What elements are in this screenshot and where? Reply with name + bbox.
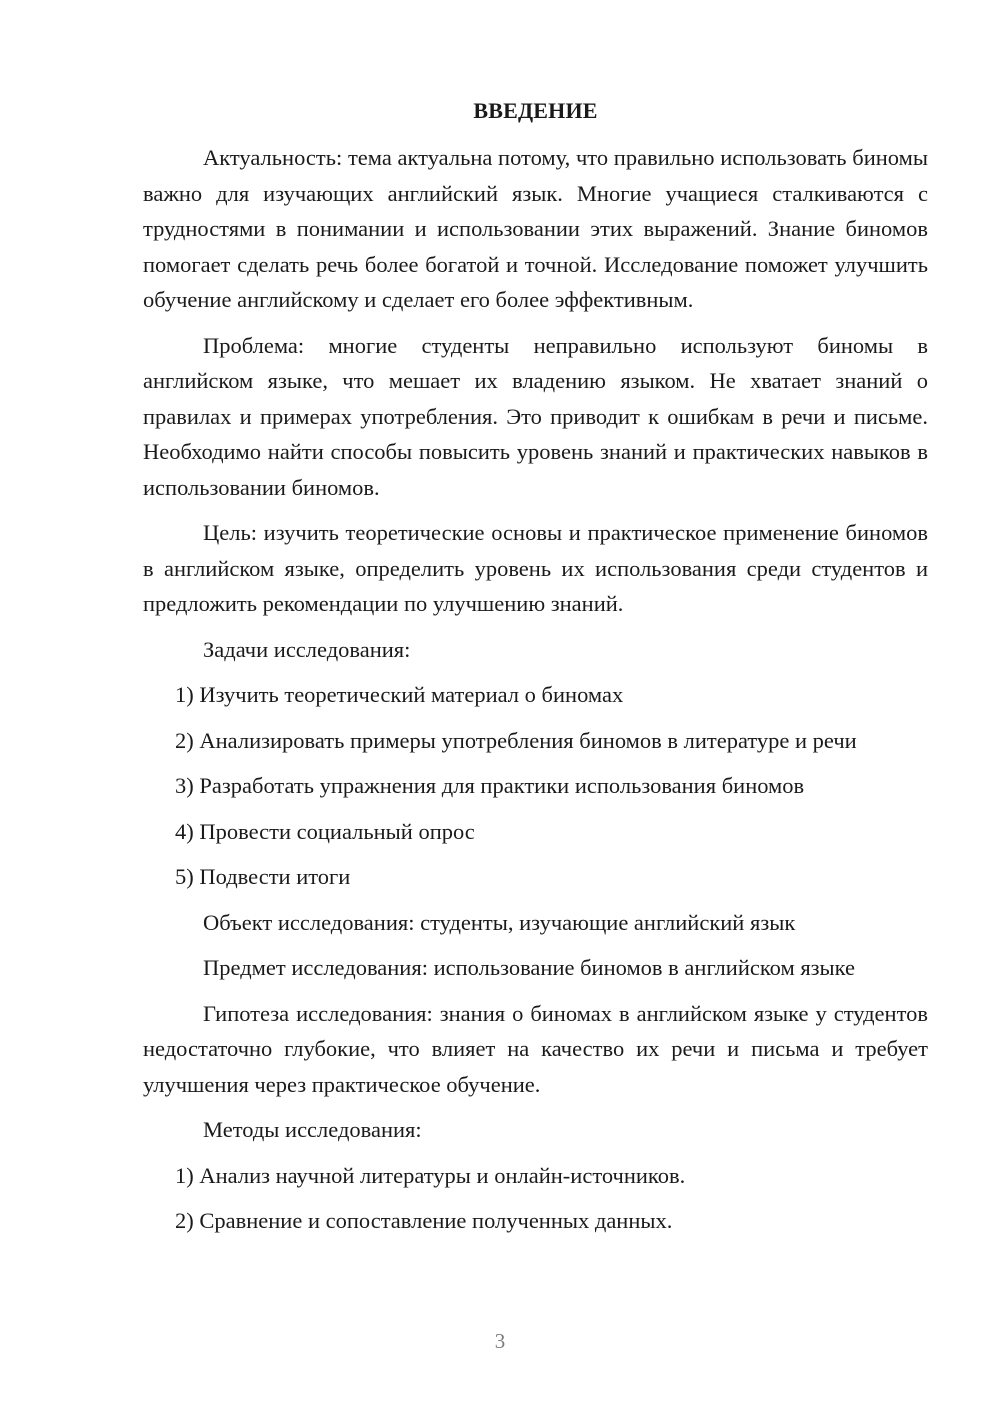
- page-number: 3: [494, 1329, 506, 1353]
- task-item: 3) Разработать упражнения для практики использования биномов: [175, 773, 805, 798]
- goal-paragraph: Цель: изучить теоретические основы и практическое применение биномов в английском языке, определить уровень их использования среди студентов и предложить рекомендации по улучшению знаний.: [143, 520, 928, 616]
- relevance-paragraph: Актуальность: тема актуальна потому, что правильно использовать биномы важно для изучающих английский язык. Многие учащиеся сталкиваются с трудностями в понимании и использовании этих выражений. Знание биномов помогает сделать речь более богатой и точной. Исследование поможет улучшить обучение английскому и сделает его более эффективным.: [143, 145, 928, 312]
- document-body: [143, 140, 928, 1239]
- problem-paragraph: Проблема: многие студенты неправильно используют биномы в английском языке, что мешает их владению языком. Не хватает знаний о правилах и примерах употребления. Это приводит к ошибкам в речи и письме. Необходимо найти способы повысить уровень знаний и практических навыков в использовании биномов.: [143, 332, 928, 500]
- hypothesis-paragraph: Гипотеза исследования: знания о биномах в английском языке у студентов недостаточно глубокие, что влияет на качество их речи и письма и требует улучшения через практическое обучение.: [143, 1000, 928, 1097]
- task-item: 5) Подвести итоги: [175, 864, 351, 889]
- page-title: ВВЕДЕНИЕ: [473, 98, 598, 123]
- tasks-label: Задачи исследования:: [203, 636, 411, 662]
- method-item: 2) Сравнение и сопоставление полученных данных.: [175, 1208, 673, 1233]
- research-subject: Предмет исследования: использование биномов в английском языке: [203, 955, 856, 980]
- method-item: 1) Анализ научной литературы и онлайн-источников.: [175, 1162, 686, 1188]
- task-item: 2) Анализировать примеры употребления биномов в литературе и речи: [175, 727, 857, 753]
- task-item: 4) Провести социальный опрос: [175, 818, 475, 844]
- task-item: 1) Изучить теоретический материал о биномах: [175, 682, 624, 707]
- methods-label: Методы исследования:: [203, 1117, 422, 1142]
- research-object: Объект исследования: студенты, изучающие английский язык: [203, 909, 796, 935]
